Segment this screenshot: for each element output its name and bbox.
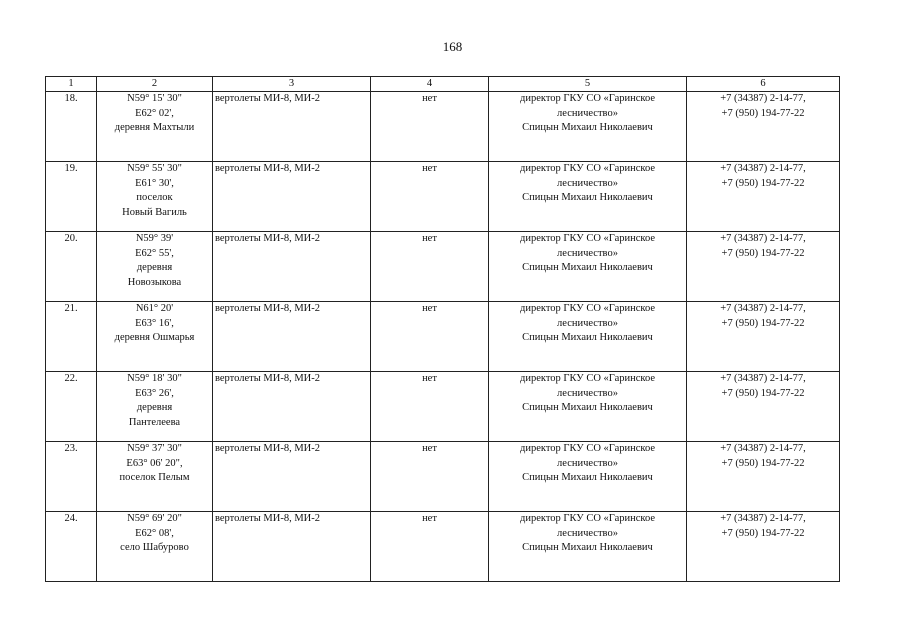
- row-number-cell: [46, 232, 97, 302]
- status-cell: [371, 372, 489, 442]
- transport-text: вертолеты МИ-8, МИ-2: [215, 93, 320, 104]
- contact-cell: [489, 162, 687, 232]
- transport-cell: [213, 302, 371, 372]
- phone-line: +7 (950) 194-77-22: [721, 457, 805, 469]
- contact-line: директор ГКУ СО «Гаринское: [519, 163, 656, 174]
- contact-cell: [489, 92, 687, 162]
- table-row: [46, 162, 840, 232]
- phones-cell: [687, 372, 840, 442]
- phone-line: +7 (950) 194-77-22: [721, 107, 805, 119]
- status-text: нет: [422, 233, 437, 244]
- contact-line: Спицын Михаил Николаевич: [522, 472, 653, 483]
- table-row: [46, 372, 840, 442]
- row-number-cell: [46, 372, 97, 442]
- coordinates-line: деревня Махтыли: [114, 122, 195, 133]
- phone-line: +7 (950) 194-77-22: [721, 387, 805, 399]
- column-header: 4: [371, 77, 489, 92]
- row-number: 22.: [64, 373, 78, 384]
- contact-line: Спицын Михаил Николаевич: [522, 262, 653, 273]
- phones-cell: [687, 442, 840, 512]
- transport-text: вертолеты МИ-8, МИ-2: [215, 373, 320, 384]
- phone-line: +7 (950) 194-77-22: [721, 247, 805, 259]
- contact-line: лесничество»: [557, 177, 618, 189]
- phone-line: +7 (34387) 2-14-77,: [720, 513, 806, 524]
- coordinates-line: N59° 39': [135, 233, 174, 244]
- transport-cell: [213, 162, 371, 232]
- coordinates-line: E62° 02',: [135, 107, 174, 119]
- contact-line: директор ГКУ СО «Гаринское: [519, 373, 656, 384]
- phone-line: +7 (950) 194-77-22: [721, 317, 805, 329]
- row-number: 18.: [64, 93, 78, 104]
- contact-line: лесничество»: [557, 317, 618, 329]
- phones-cell: [687, 162, 840, 232]
- table-row: [46, 92, 840, 162]
- coordinates-cell: [97, 512, 213, 582]
- coordinates-line: Новозыкова: [127, 276, 182, 288]
- status-text: нет: [422, 303, 437, 314]
- row-number-cell: [46, 162, 97, 232]
- contact-line: директор ГКУ СО «Гаринское: [519, 93, 656, 104]
- phones-cell: [687, 302, 840, 372]
- table-row: [46, 302, 840, 372]
- status-cell: [371, 162, 489, 232]
- coordinates-line: N59° 15' 30": [127, 93, 182, 104]
- transport-cell: [213, 232, 371, 302]
- contact-cell: [489, 512, 687, 582]
- contact-line: директор ГКУ СО «Гаринское: [519, 303, 656, 314]
- coordinates-cell: [97, 92, 213, 162]
- coordinates-cell: [97, 232, 213, 302]
- contact-line: Спицын Михаил Николаевич: [522, 192, 653, 203]
- coordinates-line: село Шабурово: [120, 542, 189, 553]
- header-row: [46, 77, 840, 92]
- phone-line: +7 (950) 194-77-22: [721, 177, 805, 189]
- coordinates-line: N59° 18' 30": [127, 373, 182, 384]
- data-table: [45, 76, 840, 582]
- row-number: 20.: [64, 233, 78, 244]
- coordinates-line: деревня: [136, 402, 173, 413]
- coordinates-line: N59° 55' 30": [127, 163, 182, 174]
- table-row: [46, 442, 840, 512]
- contact-line: директор ГКУ СО «Гаринское: [519, 443, 656, 454]
- phone-line: +7 (34387) 2-14-77,: [720, 303, 806, 314]
- coordinates-line: Новый Вагиль: [122, 206, 187, 218]
- table-body: [46, 92, 840, 582]
- contact-line: лесничество»: [557, 457, 618, 469]
- coordinates-line: E62° 08',: [135, 527, 174, 539]
- transport-cell: [213, 512, 371, 582]
- coordinates-line: E63° 06' 20",: [126, 457, 183, 469]
- coordinates-line: N59° 37' 30": [127, 443, 182, 454]
- coordinates-cell: [97, 162, 213, 232]
- coordinates-line: Пантелеева: [128, 416, 181, 428]
- coordinates-line: N59° 69' 20": [127, 513, 182, 524]
- row-number: 23.: [64, 443, 78, 454]
- transport-text: вертолеты МИ-8, МИ-2: [215, 163, 320, 174]
- phone-line: +7 (34387) 2-14-77,: [720, 443, 806, 454]
- phone-line: +7 (34387) 2-14-77,: [720, 93, 806, 104]
- status-text: нет: [422, 443, 437, 454]
- status-cell: [371, 442, 489, 512]
- row-number-cell: [46, 512, 97, 582]
- transport-text: вертолеты МИ-8, МИ-2: [215, 303, 320, 314]
- column-header: 5: [489, 77, 687, 92]
- row-number-cell: [46, 92, 97, 162]
- contact-line: лесничество»: [557, 527, 618, 539]
- contact-line: Спицын Михаил Николаевич: [522, 402, 653, 413]
- phone-line: +7 (34387) 2-14-77,: [720, 163, 806, 174]
- status-cell: [371, 232, 489, 302]
- coordinates-line: поселок Пелым: [119, 472, 190, 483]
- table-row: [46, 512, 840, 582]
- contact-cell: [489, 232, 687, 302]
- status-text: нет: [422, 513, 437, 524]
- coordinates-line: E61° 30',: [135, 177, 174, 189]
- table-row: [46, 232, 840, 302]
- coordinates-cell: [97, 372, 213, 442]
- phones-cell: [687, 92, 840, 162]
- contact-line: Спицын Михаил Николаевич: [522, 542, 653, 553]
- transport-text: вертолеты МИ-8, МИ-2: [215, 513, 320, 524]
- row-number: 21.: [64, 303, 78, 314]
- transport-text: вертолеты МИ-8, МИ-2: [215, 233, 320, 244]
- contact-cell: [489, 442, 687, 512]
- column-header: 3: [213, 77, 371, 92]
- coordinates-cell: [97, 302, 213, 372]
- status-cell: [371, 302, 489, 372]
- status-cell: [371, 512, 489, 582]
- transport-cell: [213, 372, 371, 442]
- coordinates-line: N61° 20': [135, 303, 174, 314]
- transport-cell: [213, 92, 371, 162]
- row-number: 24.: [64, 513, 78, 524]
- coordinates-line: деревня Ошмарья: [114, 332, 195, 343]
- phone-line: +7 (950) 194-77-22: [721, 527, 805, 539]
- row-number: 19.: [64, 163, 78, 174]
- phones-cell: [687, 512, 840, 582]
- coordinates-line: поселок: [136, 192, 173, 203]
- coordinates-line: E63° 26',: [135, 387, 174, 399]
- contact-line: лесничество»: [557, 107, 618, 119]
- status-text: нет: [422, 93, 437, 104]
- row-number-cell: [46, 302, 97, 372]
- coordinates-line: E62° 55',: [135, 247, 174, 259]
- contact-line: лесничество»: [557, 247, 618, 259]
- transport-text: вертолеты МИ-8, МИ-2: [215, 443, 320, 454]
- column-header: 1: [46, 77, 97, 92]
- contact-line: Спицын Михаил Николаевич: [522, 122, 653, 133]
- contact-line: лесничество»: [557, 387, 618, 399]
- transport-cell: [213, 442, 371, 512]
- contact-cell: [489, 372, 687, 442]
- contact-line: директор ГКУ СО «Гаринское: [519, 233, 656, 244]
- row-number-cell: [46, 442, 97, 512]
- contact-line: Спицын Михаил Николаевич: [522, 332, 653, 343]
- phone-line: +7 (34387) 2-14-77,: [720, 233, 806, 244]
- phone-line: +7 (34387) 2-14-77,: [720, 373, 806, 384]
- status-cell: [371, 92, 489, 162]
- coordinates-line: деревня: [136, 262, 173, 273]
- contact-line: директор ГКУ СО «Гаринское: [519, 513, 656, 524]
- column-header: 6: [687, 77, 840, 92]
- status-text: нет: [422, 163, 437, 174]
- coordinates-line: E63° 16',: [135, 317, 174, 329]
- phones-cell: [687, 232, 840, 302]
- contact-cell: [489, 302, 687, 372]
- status-text: нет: [422, 373, 437, 384]
- page-number: 168: [442, 39, 463, 54]
- column-header: 2: [97, 77, 213, 92]
- coordinates-cell: [97, 442, 213, 512]
